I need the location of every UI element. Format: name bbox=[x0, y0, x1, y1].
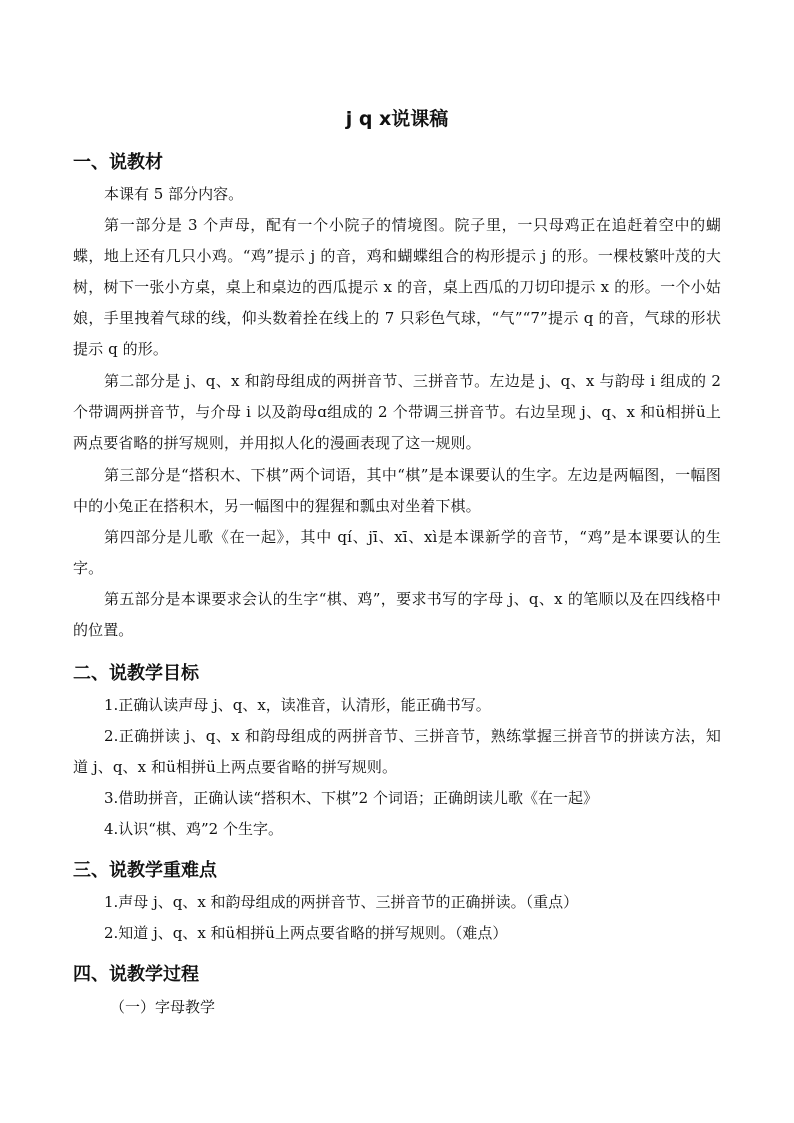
paragraph: 4.认识“棋、鸡”2 个生字。 bbox=[104, 820, 283, 838]
paragraph: 1.声母 j、q、x 和韵母组成的两拼音节、三拼音节的正确拼读。（重点） bbox=[104, 893, 579, 911]
paragraph: 本课有 5 部分内容。 bbox=[104, 185, 244, 203]
paragraph: 第三部分是“搭积木、下棋”两个词语，其中“棋”是本课要认的生字。左边是两幅图，一幅图中的小兔正在搭积木，另一幅图中的猩猩和瓢虫对坐着下棋。 bbox=[73, 466, 721, 515]
paragraph: 3.借助拼音，正确认读“搭积木、下棋”2 个词语；正确朗读儿歌《在一起》 bbox=[104, 789, 598, 807]
section-heading-4: 四、说教学过程 bbox=[73, 964, 199, 985]
subsection-heading: （一）字母教学 bbox=[110, 998, 216, 1016]
section-heading-2: 二、说教学目标 bbox=[73, 663, 199, 684]
paragraph: 1.正确认读声母 j、q、x，读准音，认清形，能正确书写。 bbox=[104, 696, 491, 714]
paragraph: 第五部分是本课要求会认的生字“棋、鸡”，要求书写的字母 j、q、x 的笔顺以及在四线格中的位置。 bbox=[73, 590, 721, 639]
paragraph: 第一部分是 3 个声母，配有一个小院子的情境图。院子里，一只母鸡正在追赶着空中的蝴蝶，地上还有几只小鸡。“鸡”提示 j 的音，鸡和蝴蝶组合的构形提示 j 的形。一棵枝繁叶茂的大树，树下一张小方桌，桌上和桌边的西瓜提示 x 的音，桌上西瓜的刀切印提示 x 的形。一个小姑娘，手里拽着气球的线，仰头数着拴在线上的 7 只彩色气球，“气”“7”提示 q 的音，气球的形状提示 q 的形。 bbox=[73, 216, 721, 358]
paragraph: 第四部分是儿歌《在一起》，其中 qí、jī、xī、xì是本课新学的音节，“鸡”是本课要认的生字。 bbox=[73, 528, 721, 577]
paragraph: 2.知道 j、q、x 和ü相拼ü上两点要省略的拼写规则。（难点） bbox=[104, 924, 508, 942]
document-title: j q x说课稿 bbox=[345, 108, 449, 130]
section-heading-3: 三、说教学重难点 bbox=[73, 860, 217, 881]
paragraph: 第二部分是 j、q、x 和韵母组成的两拼音节、三拼音节。左边是 j、q、x 与韵母 i 组成的 2 个带调两拼音节，与介母 i 以及韵母ɑ组成的 2 个带调三拼音节。右边呈现 j、q、x 和ü相拼ü上两点要省略的拼写规则，并用拟人化的漫画表现了这一规则。 bbox=[73, 372, 721, 452]
paragraph: 2.正确拼读 j、q、x 和韵母组成的两拼音节、三拼音节，熟练掌握三拼音节的拼读方法，知道 j、q、x 和ü相拼ü上两点要省略的拼写规则。 bbox=[73, 727, 721, 776]
section-heading-1: 一、说教材 bbox=[73, 152, 163, 173]
